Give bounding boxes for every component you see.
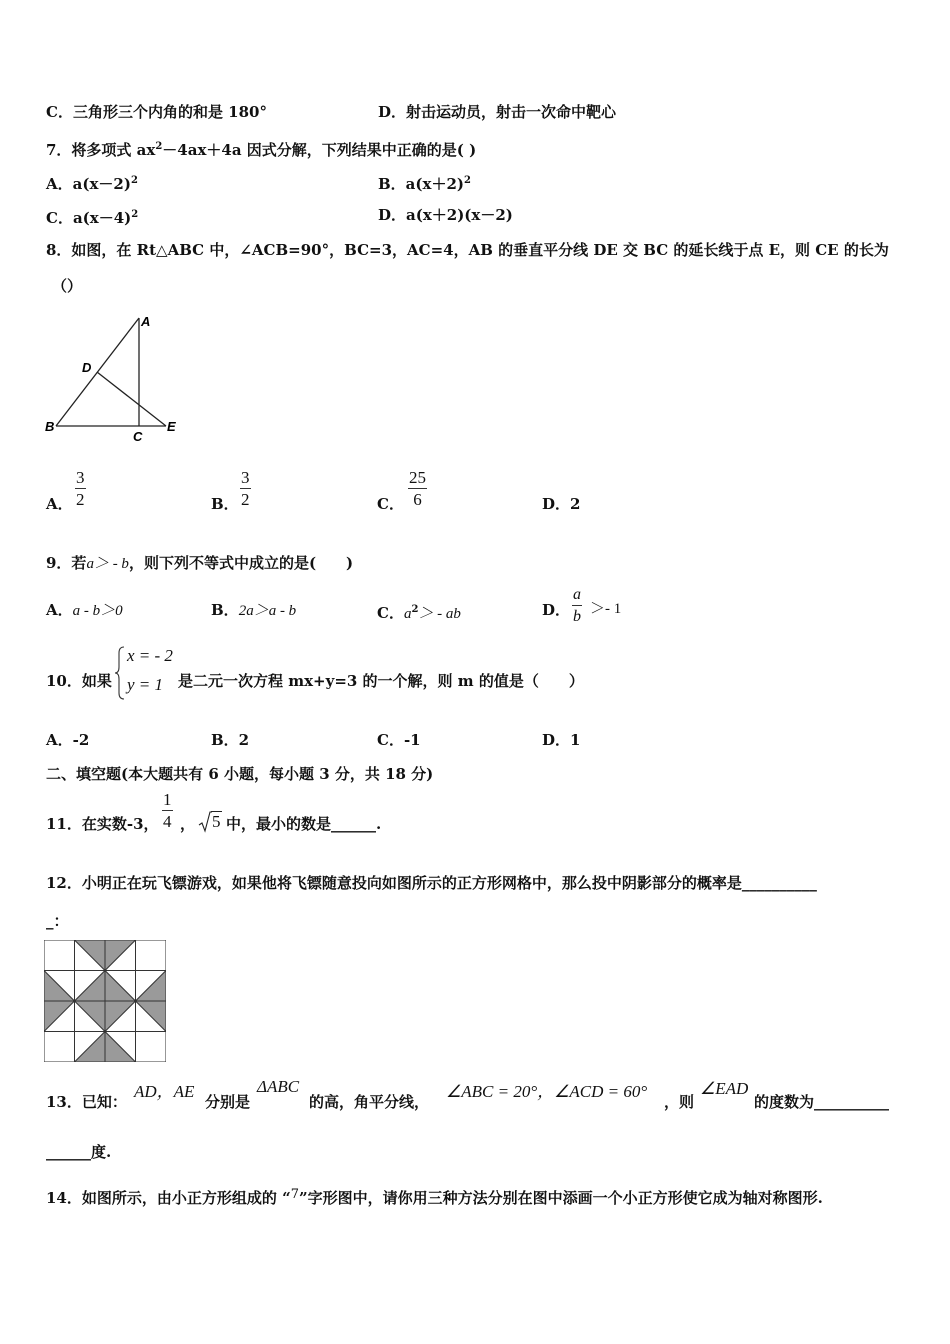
- q8-stem: 8．如图，在 Rt△ABC 中，∠ACB=90°，BC=3，AC=4，AB 的垂直平分线 DE 交 BC 的延长线于点 E，则 CE 的长为: [46, 241, 889, 259]
- q8-triangle-figure: [44, 310, 184, 445]
- q11-stem-post: 中，最小的数是______.: [226, 815, 382, 833]
- q10-equation-x: x = - 2: [127, 646, 173, 665]
- q13-math-ad-ae: AD，AE: [134, 1082, 195, 1101]
- q11-stem-pre: 11．在实数-3，: [46, 815, 159, 833]
- q8-option-b-fraction: $\frac{3}{2}$: [241, 468, 250, 509]
- q8-option-a-label: A．: [46, 495, 73, 513]
- q13-mid-3: ，则: [664, 1093, 695, 1111]
- q13-stem-pre: 13．已知：: [46, 1093, 127, 1111]
- q13-mid-1: 分别是: [205, 1093, 251, 1111]
- q10-option-b: B．2: [211, 731, 250, 749]
- q7-stem: 7．将多项式 $ax^2-4ax+4a$ 因式分解，下列结果中正确的是( ): [46, 141, 477, 159]
- q12-stem-line2: _：: [46, 912, 69, 930]
- fig-label-e: E: [167, 419, 176, 434]
- q10-stem-pre: 10．如果: [46, 672, 112, 690]
- q11-sqrt-sign: [198, 810, 212, 834]
- fig-label-d: D: [82, 360, 92, 375]
- q9-stem: 9．若a＞ - b，则下列不等式中成立的是( ): [46, 554, 354, 572]
- q14-stem: 14．如图所示，由小正方形组成的 “7”字形图中，请你用三种方法分别在图中添画一个小正方形使它成为轴对称图形.: [46, 1187, 823, 1207]
- q10-option-a: A．-2: [46, 731, 90, 749]
- q13-math-ead: ∠EAD: [700, 1079, 749, 1098]
- q8-option-d: D．2: [542, 495, 581, 513]
- q13-stem-post: 的度数为__________: [754, 1093, 890, 1111]
- q10-option-c: C．-1: [377, 731, 421, 749]
- q12-grid-figure: [44, 940, 166, 1062]
- q10-option-d: D．1: [542, 731, 581, 749]
- q9-option-c: C．$a^2>$ - ab: [377, 604, 461, 622]
- q11-sqrt-value: 5: [212, 812, 221, 831]
- q10-stem-post: 是二元一次方程 mx+y=3 的一个解，则 m 的值是（ ）: [178, 672, 584, 690]
- q8-option-a-fraction: $\frac{3}{2}$: [76, 468, 85, 509]
- q9-option-d-label: D．: [542, 601, 571, 619]
- section-2-heading: 二、填空题(本大题共有 6 小题，每小题 3 分，共 18 分): [46, 765, 434, 783]
- q13-math-triangle: ΔABC: [257, 1077, 300, 1096]
- fig-label-b: B: [45, 419, 55, 434]
- q9-option-d-tail: ＞- 1: [590, 601, 622, 617]
- q7-option-c: C．$a(x-4)^2$: [46, 209, 139, 227]
- q12-stem: 12．小明正在玩飞镖游戏，如果他将飞镖随意投向如图所示的正方形网格中，那么投中阴影部分的概率是__________: [46, 874, 817, 892]
- fig-label-c: C: [133, 429, 143, 444]
- q7-option-b: B．$a(x+2)^2$: [378, 175, 471, 193]
- q13-math-angles: ∠ABC = 20°，∠ACD = 60°: [446, 1082, 648, 1101]
- q7-option-d: D．a(x＋2)(x－2): [378, 206, 513, 224]
- q9-option-a: A．a - b＞0: [46, 601, 123, 619]
- q8-stem-paren: （）: [52, 277, 83, 295]
- fig-label-a: A: [141, 314, 151, 329]
- q13-line-2: ______度.: [46, 1143, 112, 1161]
- q10-equation-y: y = 1: [127, 675, 164, 694]
- q13-mid-2: 的高，角平分线，: [309, 1093, 430, 1111]
- q9-option-d-fraction: $\frac{a}{b}$: [573, 586, 581, 625]
- q9-option-b: B．2a＞a - b: [211, 601, 297, 619]
- q6-option-d: D．射击运动员，射击一次命中靶心: [378, 103, 617, 121]
- q10-brace: [114, 645, 126, 701]
- q7-option-a: A．$a(x-2)^2$: [46, 175, 138, 193]
- q8-option-c-fraction: $\frac{25}{6}$: [409, 468, 426, 509]
- q6-option-c: C．三角形三个内角的和是 180°: [46, 103, 267, 121]
- q11-fraction: $\frac{1}{4}$: [163, 790, 172, 831]
- q8-option-c-label: C．: [377, 495, 404, 513]
- q11-comma: ，: [180, 815, 196, 833]
- q8-option-b-label: B．: [211, 495, 239, 513]
